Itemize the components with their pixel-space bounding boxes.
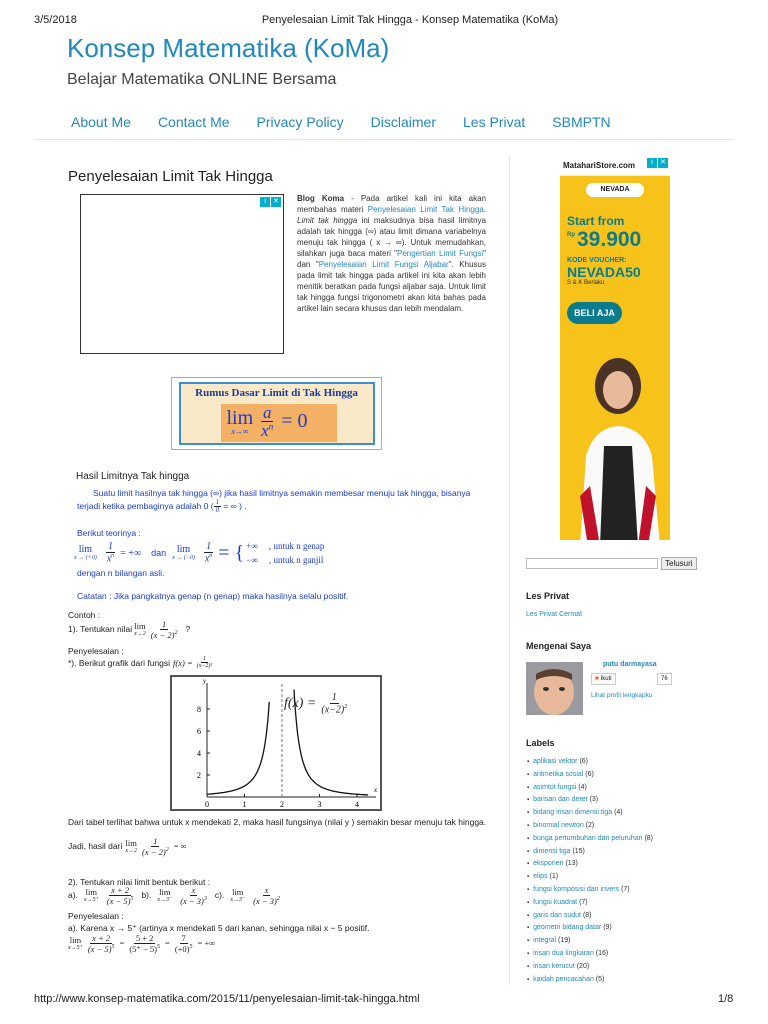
label-link[interactable]: eksponen	[533, 860, 564, 868]
label-item[interactable]: ▪ fungsi kuadrat (7)	[527, 897, 653, 910]
penyelesaian-label: Penyelesaian :	[68, 646, 124, 656]
print-title: Penyelesaian Limit Tak Hingga - Konsep Matematika (KoMa)	[261, 14, 559, 26]
post-intro: Blog Koma - Pada artikel kali ini kita akan membahas materi Penyelesaian Limit Tak Hingga. Limit tak hingga ini maksudnya bisa hasil limitnya adalah tak hingga (∞) atau limit dimana variabelnya menuju tak hingga ( x → ∞). Untuk memudahkan, silahkan juga baca materi "Pengertian Limit Fungsi" dan "Penyelesaian Limit Fungsi Aljabar". Khusus pada limit tak hingga pada artikel ini kita akan lebih menitik beratkan pada fungsi aljabar saja. Untuk limit tak hingga fungsi trigonometri akan kita bahas pada artikel lain secara khusus dan lebih mendalam.	[297, 194, 487, 313]
y-tick-label: 6	[197, 727, 201, 736]
y-axis-label: y	[203, 677, 207, 685]
label-item[interactable]: ▪ eksponen (13)	[527, 858, 653, 871]
teorema-formula: lim x → (+0) $\frac{1}{x^n}$ = +∞ dan lim x → (−0) $\frac{1}{x^n}$ = { +∞ , untuk n genap −∞ , untuk n ganjil	[74, 540, 325, 565]
ad-brand: NEVADA	[586, 183, 644, 197]
jadi-label: Jadi, hasil dari lim x→2 $\frac{1}{(x - 2)^2}$ = ∞	[68, 836, 187, 857]
label-link[interactable]: barisan dan deret	[533, 796, 588, 804]
ad-price: 39.900	[577, 228, 642, 251]
label-link[interactable]: integral	[533, 937, 557, 945]
blog-description: Belajar Matematika ONLINE Bersama	[67, 71, 337, 88]
soal1: 1). Tentukan nilai lim x→2 $\frac{1}{(x - 2)^2}$ ?	[68, 619, 191, 640]
mengenai-heading: Mengenai Saya	[526, 641, 592, 651]
rumus-title: Rumus Dasar Limit di Tak Hingga	[195, 387, 358, 399]
header-divider	[34, 139, 734, 140]
label-link[interactable]: binomial newton	[533, 821, 584, 829]
label-item[interactable]: ▪ fungsi komposisi dan invers (7)	[527, 884, 653, 897]
print-page: 1/8	[718, 993, 734, 1005]
y-tick-label: 2	[197, 771, 201, 780]
profile-link[interactable]: Lihat profil lengkapku	[591, 692, 653, 699]
nav-disclaimer[interactable]: Disclaimer	[370, 114, 437, 130]
search-button[interactable]: Telusuri	[661, 557, 697, 570]
ad-info-icon[interactable]: i	[260, 197, 270, 207]
penyelesaian2-label: Penyelesaian :	[68, 911, 124, 921]
dengan-label: dengan n bilangan asli.	[77, 568, 165, 578]
label-link[interactable]: fungsi kuadrat	[533, 898, 578, 906]
label-link[interactable]: dimensi tiga	[533, 847, 571, 855]
chart-formula: f(x) = $\frac{1}{(x-2)^2}$	[284, 692, 348, 716]
intro-blog-koma: Blog Koma	[297, 194, 345, 203]
label-link[interactable]: geometri bidang datar	[533, 924, 602, 932]
grafik-label: *). Berikut grafik dari fungsi f(x) = $\frac{1}{\text{(x−2)²}}$	[68, 656, 213, 669]
ad-terms: S & K Berlaku	[567, 280, 605, 286]
les-privat-heading: Les Privat	[526, 591, 570, 601]
y-tick-label: 4	[197, 749, 201, 758]
section-heading: Hasil Limitnya Tak hingga	[76, 471, 190, 482]
teorinya-label: Berikut teorinya :	[77, 528, 141, 538]
follow-count: 76	[657, 673, 672, 685]
dari-tabel: Dari tabel terlihat bahwa untuk x mendekati 2, maka hasil fungsinya (nilai y ) semakin besar menuju tak hingga.	[68, 817, 487, 827]
author-name[interactable]: putu darmayasa	[603, 661, 657, 668]
rumus-figure	[171, 377, 382, 450]
label-link[interactable]: irisan kerucut	[533, 962, 575, 970]
curve-left	[207, 702, 269, 795]
label-item[interactable]: ▪ kaidah pencacahan (5)	[527, 974, 653, 987]
label-link[interactable]: bunga pertumbuhan dan peluruhan	[533, 834, 643, 842]
labels-heading: Labels	[526, 738, 555, 748]
avatar-photo	[526, 662, 583, 715]
print-date: 3/5/2018	[34, 14, 77, 26]
ad-close-icon[interactable]: ✕	[271, 197, 281, 207]
y-tick-label: 8	[197, 705, 201, 714]
avatar[interactable]	[526, 662, 583, 715]
label-link[interactable]: aritmetika sosial	[533, 770, 584, 778]
nav-les-privat[interactable]: Les Privat	[463, 114, 526, 130]
ad-box[interactable]	[80, 194, 284, 354]
x-tick-label: 3	[317, 800, 322, 809]
ad-store-name: MatahariStore.com	[563, 161, 636, 170]
label-item[interactable]: ▪ bunga pertumbuhan dan peluruhan (8)	[527, 833, 653, 846]
label-link[interactable]: bidang irisan dimensi tiga	[533, 809, 613, 817]
banner-close-icon[interactable]: ✕	[658, 158, 668, 168]
label-item[interactable]: ▪ geometri bidang datar (9)	[527, 922, 653, 935]
karena-label: a). Karena x → 5⁺ (artinya x mendekati 5 dari kanan, sehingga nilai x − 5 positif.	[68, 923, 370, 933]
catatan-label: Catatan : Jika pangkatnya genap (n genap) maka hasilnya selalu positif.	[77, 591, 349, 601]
nav-contact-me[interactable]: Contact Me	[157, 114, 230, 130]
link-pengertian-limit[interactable]: Pengertian Limit Fungsi	[397, 249, 484, 258]
label-item[interactable]: ▪ aplikasi vektor (6)	[527, 756, 653, 769]
label-link[interactable]: fungsi komposisi dan invers	[533, 885, 620, 893]
x-tick-label: 2	[280, 800, 284, 809]
jawaban-a: lim x→5⁺ $\frac{x + 2}{(x - 5)^5}$ = $\frac{5 + 2}{(5^+ - 5)^5}$ = $\frac{7}{(+0)^5}$ = +∞	[68, 933, 216, 954]
para-hasil-limit: Suatu limit hasilnya tak hingga (∞) jika hasil limitnya semakin membesar menuju tak hingga, bisanya terjadi ketika pembaginya adalah 0 ( $\frac{1}{0}$ = ∞ ) .	[77, 488, 471, 514]
ad-voucher-code: NEVADA50	[567, 264, 641, 280]
sidebar-divider	[509, 155, 510, 985]
label-item[interactable]: ▪ asimtot fungsi (4)	[527, 782, 653, 795]
nav-privacy-policy[interactable]: Privacy Policy	[256, 114, 344, 130]
search-input[interactable]	[526, 558, 658, 569]
blog-title[interactable]: Konsep Matematika (KoMa)	[67, 33, 390, 63]
x-axis-label: x	[374, 786, 378, 794]
label-item[interactable]: ▪ aritmetika sosial (6)	[527, 769, 653, 782]
ad-banner[interactable]	[560, 156, 670, 540]
label-link[interactable]: irisan dua lingkaran	[533, 949, 594, 957]
label-item[interactable]: ▪ bidang irisan dimensi tiga (4)	[527, 807, 653, 820]
nav-about-me[interactable]: About Me	[71, 114, 131, 130]
contoh-label: Contoh :	[68, 610, 101, 620]
ad-voucher-label: KODE VOUCHER:	[567, 257, 627, 264]
rumus-formula: lim x→∞ $\frac{a}{x^n}$ = 0	[226, 403, 308, 440]
ad-model-image	[560, 346, 670, 540]
top-nav	[71, 114, 611, 130]
ad-start-from: Start from	[567, 214, 625, 228]
label-item[interactable]: ▪ barisan dan deret (3)	[527, 794, 653, 807]
x-tick-label: 0	[205, 800, 209, 809]
label-item[interactable]: ▪ irisan dua lingkaran (16)	[527, 948, 653, 961]
label-item[interactable]: ▪ binomial newton (2)	[527, 820, 653, 833]
follow-button[interactable]: ■ Ikuti	[591, 673, 616, 685]
link-penyelesaian-limit[interactable]: Penyelesaian Limit Tak Hingga	[367, 205, 484, 214]
label-link[interactable]: asimtot fungsi	[533, 783, 577, 791]
label-item[interactable]: ▪ integral (19)	[527, 935, 653, 948]
print-url: http://www.konsep-matematika.com/2015/11/penyelesaian-limit-tak-hingga.html	[34, 993, 420, 1005]
ad-rp: Rp	[567, 232, 575, 238]
x-tick-label: 1	[242, 800, 247, 809]
label-item[interactable]: ▪ irisan kerucut (20)	[527, 961, 653, 974]
nav-sbmptn[interactable]: SBMPTN	[552, 114, 611, 130]
label-item[interactable]: ▪ elips (1)	[527, 871, 653, 884]
soal2-parts: a). lim x→5⁺ $\frac{x + 2}{(x - 5)^5}$ b). lim x→3⁻ $\frac{x}{(x - 3)^3}$ c). lim x→3⁻ $\frac{x}{(x - 3)^2}$	[68, 885, 280, 906]
label-link[interactable]: aplikasi vektor	[533, 758, 578, 765]
ad-cta-button[interactable]: BELI AJA	[567, 302, 622, 324]
soal2-label: 2). Tentukan nilai limit bentuk berikut :	[68, 877, 211, 887]
label-item[interactable]: ▪ garis dan sudut (8)	[527, 910, 653, 923]
blogger-icon: ■	[595, 676, 599, 682]
les-privat-link[interactable]: Les Privat Cermat	[526, 611, 583, 618]
label-item[interactable]: ▪ dimensi tiga (15)	[527, 846, 653, 859]
labels-list	[527, 756, 653, 986]
label-link[interactable]: kaidah pencacahan	[533, 975, 594, 983]
chart-frame	[170, 675, 382, 811]
x-tick-label: 4	[355, 800, 359, 809]
label-link[interactable]: elips	[533, 873, 548, 881]
post-title: Penyelesaian Limit Tak Hingga	[68, 168, 273, 185]
link-limit-aljabar[interactable]: Penyelesaian Limit Fungsi Aljabar	[318, 260, 449, 269]
label-link[interactable]: garis dan sudut	[533, 911, 582, 919]
banner-info-icon[interactable]: i	[647, 158, 657, 168]
